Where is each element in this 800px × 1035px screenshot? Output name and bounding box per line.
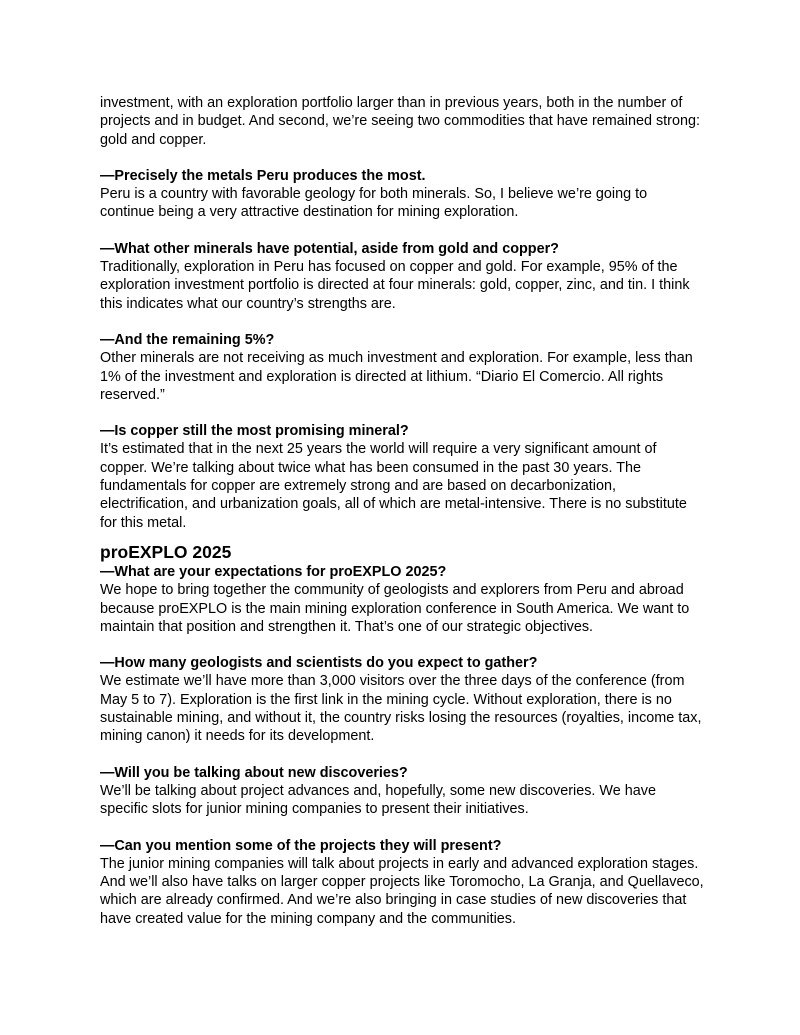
question: —Is copper still the most promising mineral? <box>100 423 409 440</box>
qa-block-4 <box>100 422 704 532</box>
answer: Other minerals are not receiving as much investment and exploration. For example, less than 1% of the investment and exploration is directed at lithium. “Diario El Comercio. All rights reserved.” <box>100 350 693 403</box>
qa-block-3 <box>100 331 704 404</box>
answer: We’ll be talking about project advances and, hopefully, some new discoveries. We have specific slots for junior mining companies to present their initiatives. <box>100 782 656 818</box>
qa-block-5 <box>100 563 704 636</box>
qa-block-6 <box>100 654 704 745</box>
intro-paragraph: investment, with an exploration portfolio larger than in previous years, both in the number of projects and in budget. And second, we’re seeing two commodities that have remained strong: gold and copper. <box>100 95 700 148</box>
question: —How many geologists and scientists do you expect to gather? <box>100 655 538 672</box>
answer: Peru is a country with favorable geology for both minerals. So, I believe we’re going to continue being a very attractive destination for mining exploration. <box>100 186 648 221</box>
qa-block-2 <box>100 240 704 313</box>
qa-block-8 <box>100 837 704 928</box>
question: —What are your expectations for proEXPLO 2025? <box>100 563 447 580</box>
document-page <box>100 94 704 928</box>
answer: We estimate we’ll have more than 3,000 visitors over the three days of the conference (from May 5 to 7). Exploration is the first link in the mining cycle. Without exploration, there is no sustainable mining, and without it, the country risks losing the resources (royalties, income tax, mining canon) it needs for its development. <box>100 673 702 745</box>
answer: The junior mining companies will talk about projects in early and advanced exploration stages. And we’ll also have talks on larger copper projects like Toromocho, La Granja, and Quellaveco, which are already confirmed. And we’re also bringing in case studies of new discoveries that have created value for the mining company and the communities. <box>100 855 704 927</box>
question: —Can you mention some of the projects they will present? <box>100 837 502 854</box>
qa-block-1 <box>100 167 704 222</box>
question: —Will you be talking about new discoveries? <box>100 764 408 781</box>
answer: Traditionally, exploration in Peru has focused on copper and gold. For example, 95% of the exploration investment portfolio is directed at four minerals: gold, copper, zinc, and tin. I think this indicates what our country’s strengths are. <box>100 259 690 312</box>
question: —Precisely the metals Peru produces the most. <box>100 167 426 184</box>
answer: We hope to bring together the community of geologists and explorers from Peru and abroad because proEXPLO is the main mining exploration conference in South America. We want to maintain that position and strengthen it. That’s one of our strategic objectives. <box>100 582 690 635</box>
qa-block-7 <box>100 764 704 819</box>
answer: It’s estimated that in the next 25 years the world will require a very significant amount of copper. We’re talking about twice what has been consumed in the past 30 years. The fundamentals for copper are extremely strong and are based on decarbonization, electrification, and urbanization goals, all of which are metal-intensive. There is no substitute for this metal. <box>100 441 687 531</box>
question: —What other minerals have potential, aside from gold and copper? <box>100 240 559 257</box>
section-heading: proEXPLO 2025 <box>100 541 232 562</box>
question: —And the remaining 5%? <box>100 331 275 348</box>
